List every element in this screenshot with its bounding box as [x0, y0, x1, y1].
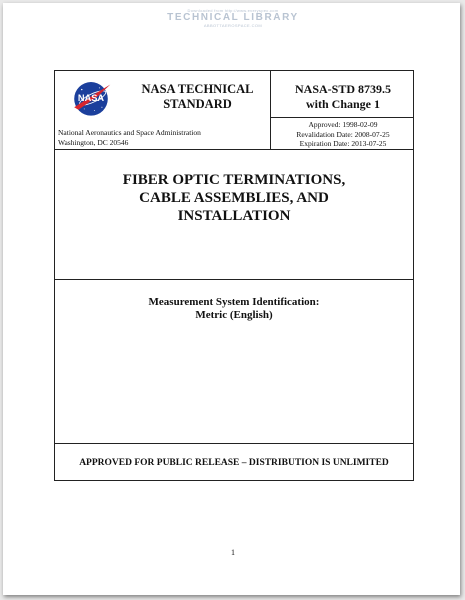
release-statement: APPROVED FOR PUBLIC RELEASE – DISTRIBUTION IS UNLIMITED [79, 458, 389, 468]
org-title [125, 82, 270, 112]
watermark-main: TECHNICAL LIBRARY [167, 12, 299, 23]
measurement-label: Measurement System Identification: [148, 296, 320, 308]
measurement-value: Metric (English) [195, 309, 273, 321]
measurement-bottom-rule [55, 443, 413, 444]
standard-number [271, 82, 415, 112]
standard-id: NASA-STD 8739.5 [294, 82, 391, 96]
approved-date: Approved: 1998-02-09 [308, 120, 378, 129]
title-bottom-rule [55, 279, 413, 280]
watermark-top-line: Downloaded from http://www.everyspec.com [187, 8, 279, 13]
watermark-sub: ABBOTTAEROSPACE.COM [203, 23, 263, 28]
header-divider-right [270, 117, 414, 118]
document-title-line-2: CABLE ASSEMBLIES, AND [139, 190, 329, 206]
agency-location: Washington, DC 20546 [58, 138, 129, 147]
logo-text: NASA [77, 92, 105, 103]
revalidation-date: Revalidation Date: 2008-07-25 [296, 129, 390, 139]
technical-library-watermark [153, 8, 313, 26]
expiration-date: Expiration Date: 2013-07-25 [299, 139, 387, 148]
document-title-line-1: FIBER OPTIC TERMINATIONS, [122, 172, 346, 188]
org-title-line-1: NASA TECHNICAL [141, 82, 254, 96]
nasa-logo-icon [70, 77, 112, 119]
org-title-line-2: STANDARD [163, 97, 232, 111]
agency-address [58, 128, 268, 148]
measurement-system [55, 296, 413, 322]
document-title-line-3: INSTALLATION [177, 208, 291, 224]
standard-change: with Change 1 [305, 97, 380, 111]
header-bottom-rule [55, 149, 413, 150]
agency-name: National Aeronautics and Space Administration [58, 128, 201, 137]
document-title [55, 171, 413, 225]
page-number: 1 [231, 548, 235, 557]
document-page [3, 3, 460, 595]
cover-frame [54, 70, 414, 481]
date-block [271, 120, 415, 149]
